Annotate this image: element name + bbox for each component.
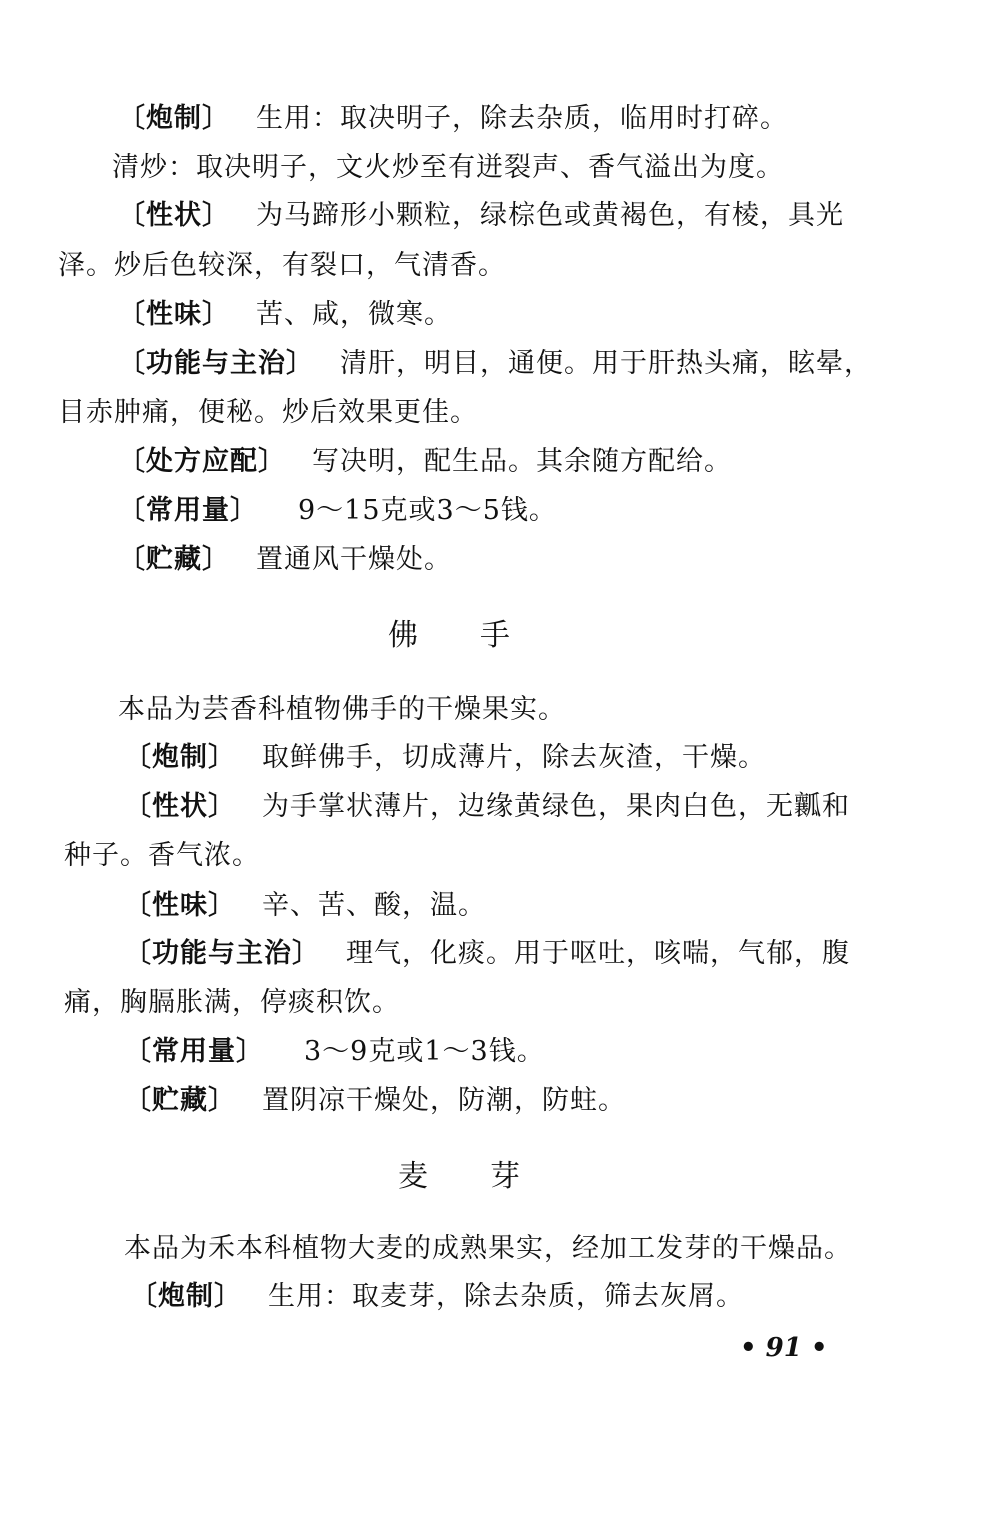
body-text: 清炒：取决明子，文火炒至有迸裂声、香气溢出为度。 [112,152,784,183]
chufang-line [118,445,732,479]
yongliang-line [124,1035,545,1069]
xingzhuang-line [124,790,850,824]
body-text: 生用：取麦芽，除去杂质，筛去灰屑。 [268,1281,744,1312]
section-tag: 〔处方应配〕 [118,446,286,477]
section-tag: 〔炮制〕 [124,742,236,773]
body-text: 写决明，配生品。其余随方配给。 [312,446,732,477]
body-text: 泽。炒后色较深，有裂口，气清香。 [58,250,506,281]
xingzhuang-cont-line [58,249,506,283]
gongneng-cont-line [58,396,478,430]
section-title: 佛手 [388,618,572,653]
body-text: 3～9克或1～3钱。 [304,1036,545,1067]
xingwei-line [124,889,486,923]
body-text: 痛，胸膈胀满，停痰积饮。 [64,987,400,1018]
body-text: 取鲜佛手，切成薄片，除去灰渣，干燥。 [262,742,766,773]
body-text: 辛、苦、酸，温。 [262,890,486,921]
section-tag: 〔性味〕 [118,299,230,330]
zhucang-line [118,543,452,577]
section-title: 麦芽 [398,1159,582,1194]
yongliang-line [118,494,557,528]
xingzhuang-line [118,199,844,233]
section-tag: 〔性状〕 [124,791,236,822]
paozhi-line [118,102,788,136]
gongneng-line [124,937,850,971]
gongneng-line [118,347,872,381]
page-number: • 91 • [740,1333,828,1363]
section-tag: 〔炮制〕 [118,103,230,134]
body-text: 本品为禾本科植物大麦的成熟果实，经加工发芽的干燥品。 [124,1233,852,1264]
section-tag: 〔常用量〕 [118,495,258,526]
xingzhuang-cont-line [64,839,260,873]
body-text: 为马蹄形小颗粒，绿棕色或黄褐色，有棱，具光 [256,200,844,231]
section-tag: 〔炮制〕 [130,1281,242,1312]
paozhi-line [124,741,766,775]
section-tag: 〔性味〕 [124,890,236,921]
body-text: 种子。香气浓。 [64,840,260,871]
intro-line [124,1232,852,1266]
body-text: 为手掌状薄片，边缘黄绿色，果肉白色，无瓤和 [262,791,850,822]
section-tag: 〔功能与主治〕 [118,348,314,379]
body-text: 本品为芸香科植物佛手的干燥果实。 [118,694,566,725]
body-text: 理气，化痰。用于呕吐，咳喘，气郁，腹 [346,938,850,969]
body-text: 清肝，明目，通便。用于肝热头痛，眩晕， [340,348,872,379]
xingwei-line [118,298,452,332]
gongneng-cont-line [64,986,400,1020]
body-text: 置阴凉干燥处，防潮，防蛀。 [262,1085,626,1116]
body-text: 9～15克或3～5钱。 [298,495,557,526]
section-tag: 〔常用量〕 [124,1036,264,1067]
body-text: 生用：取决明子，除去杂质，临用时打碎。 [256,103,788,134]
body-text: 目赤肿痛，便秘。炒后效果更佳。 [58,397,478,428]
section-tag: 〔功能与主治〕 [124,938,320,969]
qingchao-line [112,151,784,185]
section-tag: 〔贮藏〕 [124,1085,236,1116]
zhucang-line [124,1084,626,1118]
body-text: 苦、咸，微寒。 [256,299,452,330]
paozhi-line [130,1280,744,1314]
section-tag: 〔贮藏〕 [118,544,230,575]
intro-line [118,693,566,727]
body-text: 置通风干燥处。 [256,544,452,575]
section-tag: 〔性状〕 [118,200,230,231]
